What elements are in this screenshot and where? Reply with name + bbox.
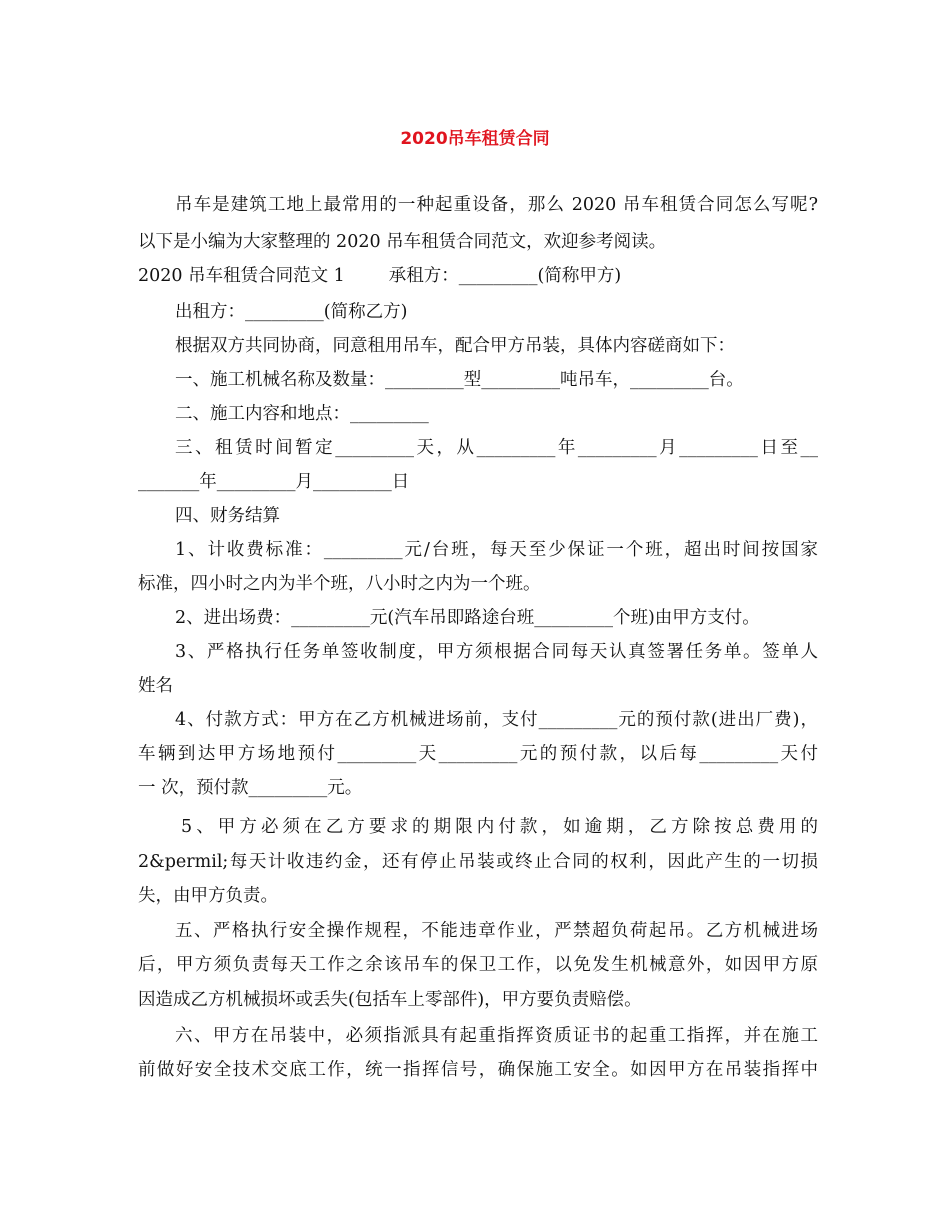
clause-line: 姓名 — [138, 676, 173, 696]
clause-line: 五、严格执行安全操作规程，不能违章作业，严禁超负荷起吊。乙方机械进场 — [175, 921, 818, 941]
clause-line: 一 次，预付款_________元。 — [138, 778, 363, 798]
document-title: 2020吊车租赁合同 — [400, 129, 550, 149]
lessee-field: 承租方：_________(简称甲方) — [388, 266, 622, 286]
paragraph-line: 吊车是建筑工地上最常用的一种起重设备，那么 2020 吊车租赁合同怎么写呢? — [175, 195, 818, 215]
clause-line: 三、租赁时间暂定_________天，从_________年_________月_________日至__ — [175, 438, 818, 458]
clause-line: 标准，四小时之内为半个班，八小时之内为一个班。 — [138, 574, 541, 594]
clause-line: 前做好安全技术交底工作，统一指挥信号，确保施工安全。如因甲方在吊装指挥中 — [138, 1060, 818, 1080]
paragraph-line: 以下是小编为大家整理的 2020 吊车租赁合同范文，欢迎参考阅读。 — [138, 232, 667, 252]
clause-line: 4、付款方式：甲方在乙方机械进场前，支付_________元的预付款(进出厂费)， — [175, 710, 818, 730]
clause-line: 因造成乙方机械损坏或丢失(包括车上零部件)，甲方要负责赔偿。 — [138, 990, 642, 1010]
clause-line: 2&permil;每天计收违约金，还有停止吊装或终止合同的权利，因此产生的一切损 — [138, 852, 818, 872]
clause-line: 二、施工内容和地点：_________ — [175, 404, 429, 424]
section-heading: 四、财务结算 — [175, 506, 280, 526]
clause-line: _______年_________月_________日 — [138, 472, 410, 492]
contract-heading-row — [138, 264, 818, 288]
clause-line: 后，甲方须负责每天工作之余该吊车的保卫工作，以免发生机械意外，如因甲方原 — [138, 955, 818, 975]
clause-line: 1、计收费标准：_________元/台班，每天至少保证一个班，超出时间按国家 — [175, 540, 818, 560]
paragraph-line: 根据双方共同协商，同意租用吊车，配合甲方吊装，具体内容磋商如下： — [175, 336, 735, 356]
clause-line: 失，由甲方负责。 — [138, 886, 278, 906]
clause-line: 车辆到达甲方场地预付_________天_________元的预付款，以后每_________天付 — [138, 744, 818, 764]
contract-sample-title: 2020 吊车租赁合同范文 1 — [138, 266, 345, 286]
clause-line: 5、甲方必须在乙方要求的期限内付款，如逾期，乙方除按总费用的 — [181, 817, 818, 837]
clause-line: 一、施工机械名称及数量：_________型_________吨吊车，_________台。 — [175, 370, 744, 390]
clause-line: 六、甲方在吊装中，必须指派具有起重指挥资质证书的起重工指挥，并在施工 — [175, 1026, 818, 1046]
clause-line: 2、进出场费：_________元(汽车吊即路途台班_________个班)由甲方支付。 — [175, 608, 760, 628]
lessor-field: 出租方：_________(简称乙方) — [175, 302, 408, 322]
clause-line: 3、严格执行任务单签收制度，甲方须根据合同每天认真签署任务单。签单人 — [175, 642, 818, 662]
